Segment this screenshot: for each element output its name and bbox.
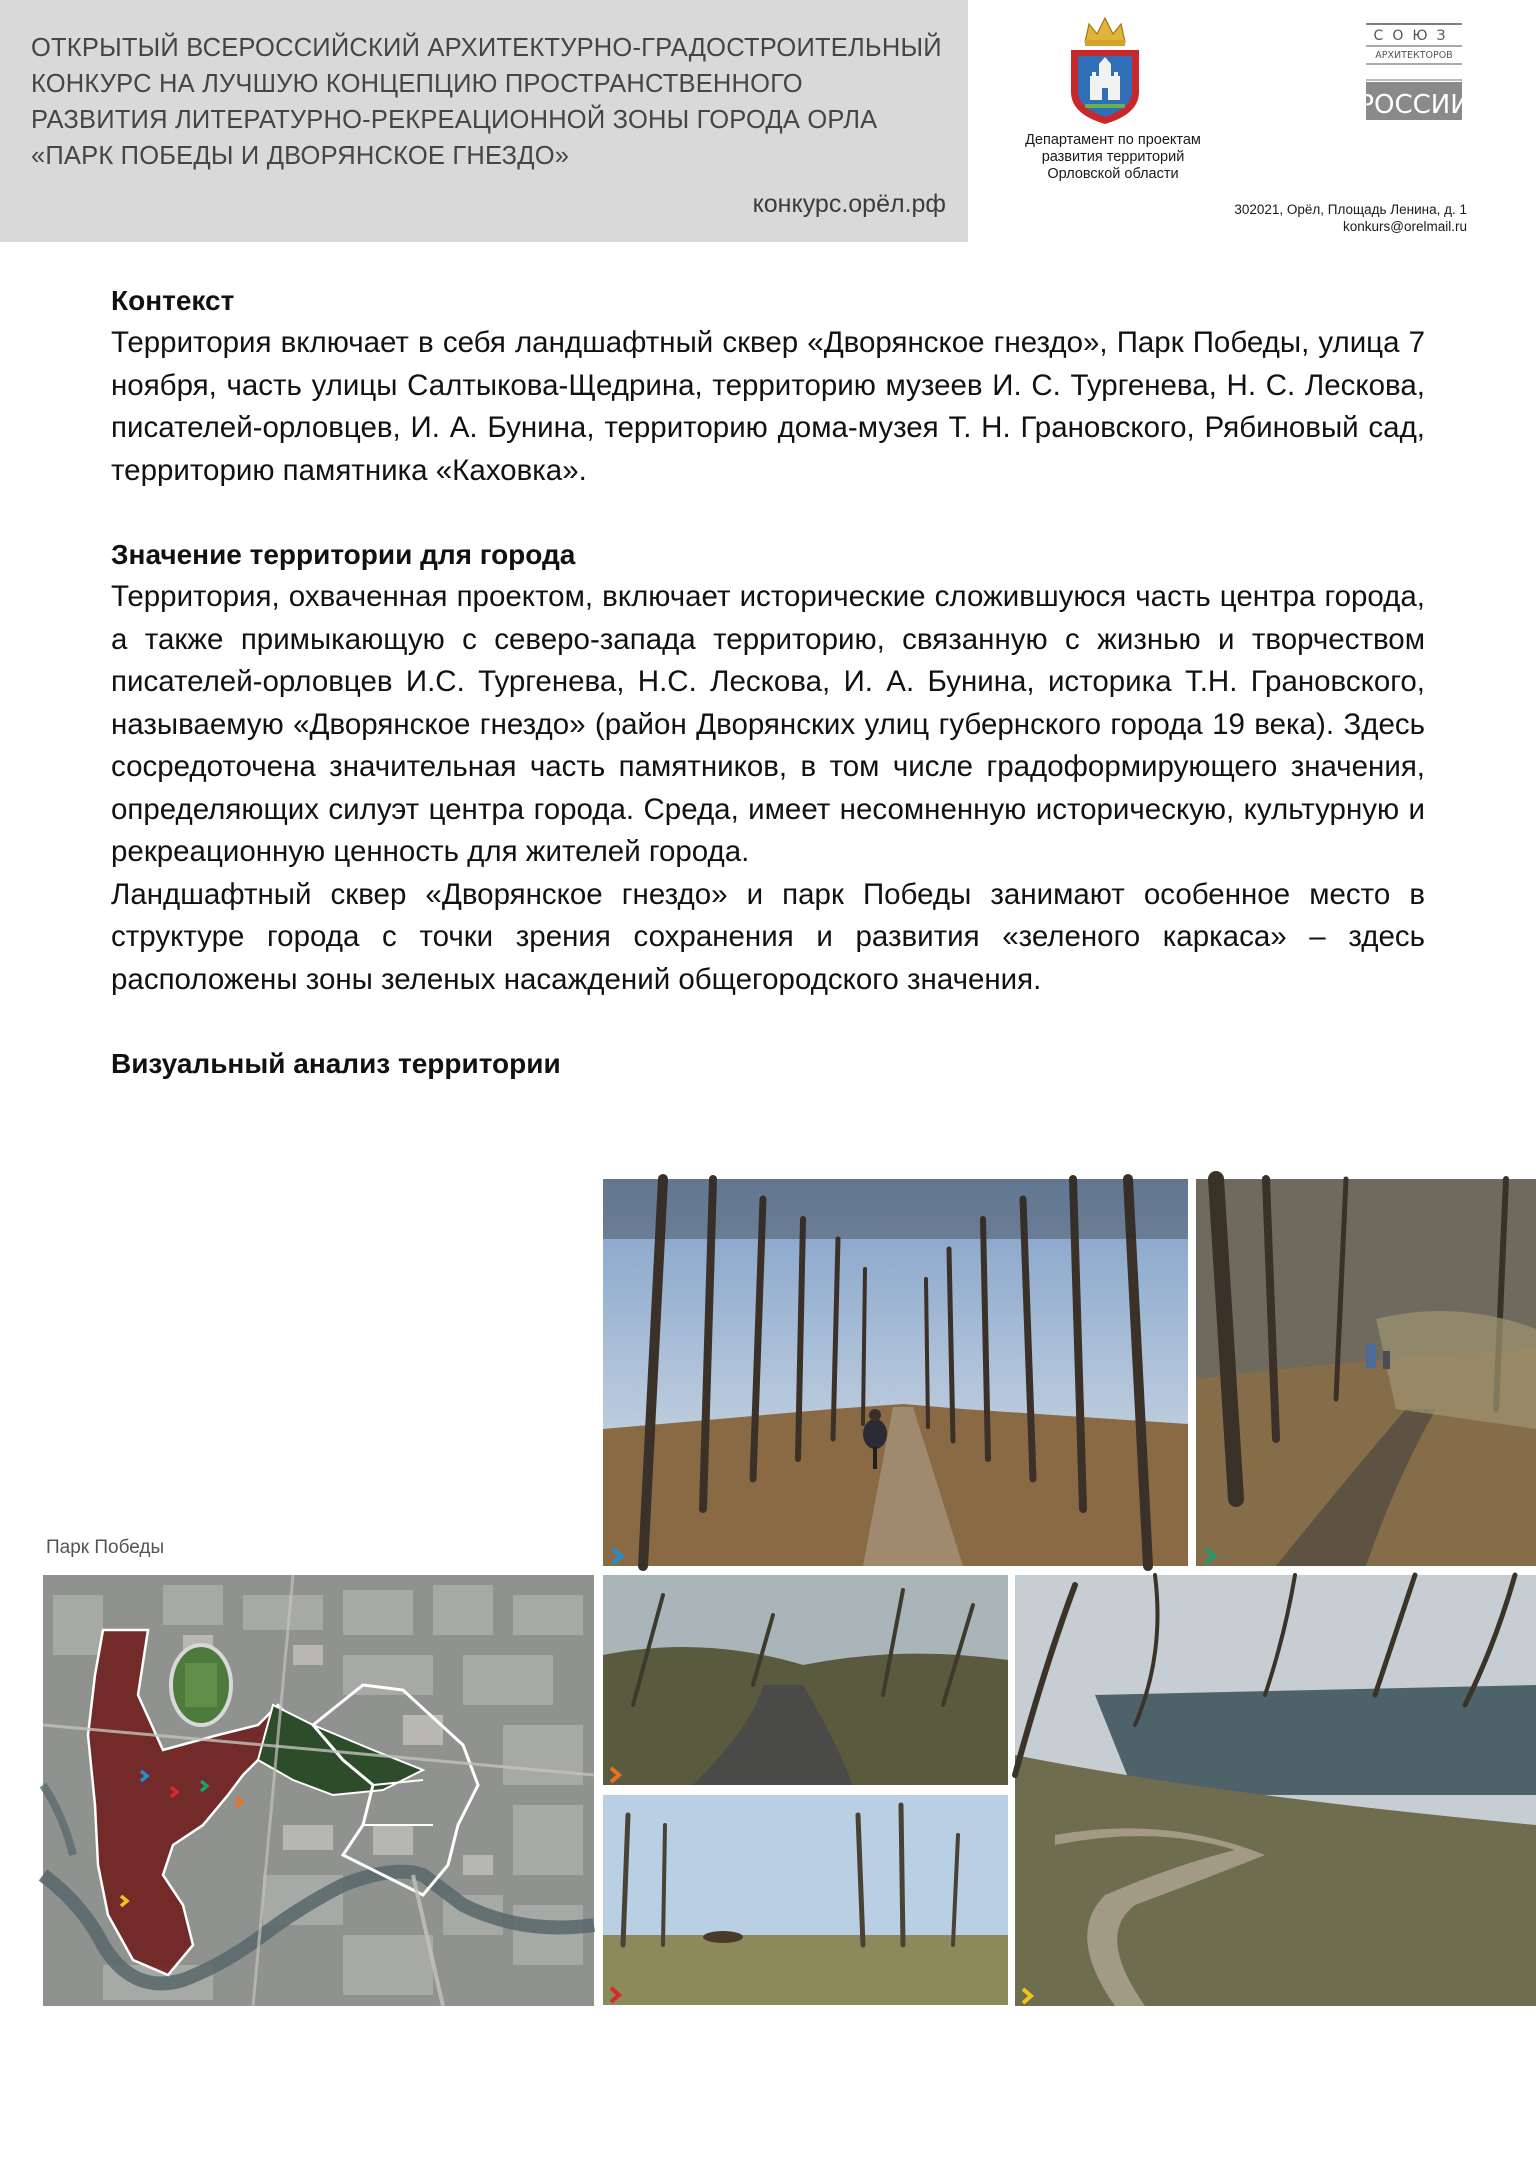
photo-path-walkers [1196,1179,1536,1566]
section-text-green-frame: Ландшафтный сквер «Дворянское гнездо» и парк Победы занимают особенное место в структуре города с точки зрения сохранения и развития «зеленого каркаса» – здесь расположены зоны зеленых насаждений общегородского значения. [111,877,1425,996]
email-link[interactable]: konkurs@orelmail.ru [1343,219,1467,234]
contest-title [31,30,951,174]
contest-title-line: КОНКУРС НА ЛУЧШУЮ КОНЦЕПЦИЮ ПРОСТРАНСТВЕННОГО [31,70,803,98]
union-of-architects-logo [1358,22,1470,126]
section-text-context: Территория включает в себя ландшафтный сквер «Дворянское гнездо», Парк Победы, улица 7 ноября, часть улицы Салтыкова-Щедрина, территорию музеев И. С. Тургенева, Н. С. Лескова, писателей-орловцев, И. А. Бунина, территорию дома-музея Т. Н. Грановского, Рябиновый сад, территорию памятника «Каховка». [111,326,1425,487]
department-line: развития территорий [1041,149,1185,165]
document-body [111,280,1425,1085]
photo-open-field [603,1795,1008,2005]
department-line: Департамент по проектам [1025,132,1201,148]
photo-dirt-road [603,1575,1008,1785]
section-heading-context: Контекст [111,285,235,316]
photo-river-path [1015,1575,1536,2006]
map-caption: Парк Победы [46,1537,165,1558]
coat-of-arms-icon [1063,14,1147,126]
website-link[interactable]: конкурс.орёл.рф [752,190,946,218]
photo-alley-cyclist [603,1179,1188,1566]
department-line: Орловской области [1047,166,1179,182]
department-label [990,132,1236,183]
union-logo-word-2: АРХИТЕКТОРОВ [1375,50,1453,61]
contest-title-line: ОТКРЫТЫЙ ВСЕРОССИЙСКИЙ АРХИТЕКТУРНО-ГРАДОСТРОИТЕЛЬНЫЙ [31,34,942,62]
contest-title-line: РАЗВИТИЯ ЛИТЕРАТУРНО-РЕКРЕАЦИОННОЙ ЗОНЫ ГОРОДА ОРЛА [31,106,878,134]
section-heading-visual-analysis: Визуальный анализ территории [111,1048,561,1079]
address-line: 302021, Орёл, Площадь Ленина, д. 1 [1234,202,1467,217]
section-text-significance: Территория, охваченная проектом, включает исторические сложившуюся часть центра города, а также примыкающую с северо-запада территорию, связанную с жизнью и творчеством писателей-орловцев И.С. Тургенева, Н.С. Лескова, И. А. Бунина, историка Т.Н. Грановского, называемую «Дворянское гнездо» (район Дворянских улиц губернского города 19 века). Здесь сосредоточена значительная часть памятников, в том числе градоформирующего значения, определяющих силуэт центра города. Среда, имеет несомненную историческую, культурную и рекреационную ценность для жителей города. [111,580,1425,868]
contest-title-line: «ПАРК ПОБЕДЫ И ДВОРЯНСКОЕ ГНЕЗДО» [31,142,570,170]
aerial-site-map [43,1575,594,2006]
union-logo-word-3: РОССИИ [1358,90,1470,120]
union-logo-word-1: СОЮЗ [1373,28,1455,44]
section-heading-significance: Значение территории для города [111,539,576,570]
contact-address [1234,201,1467,235]
